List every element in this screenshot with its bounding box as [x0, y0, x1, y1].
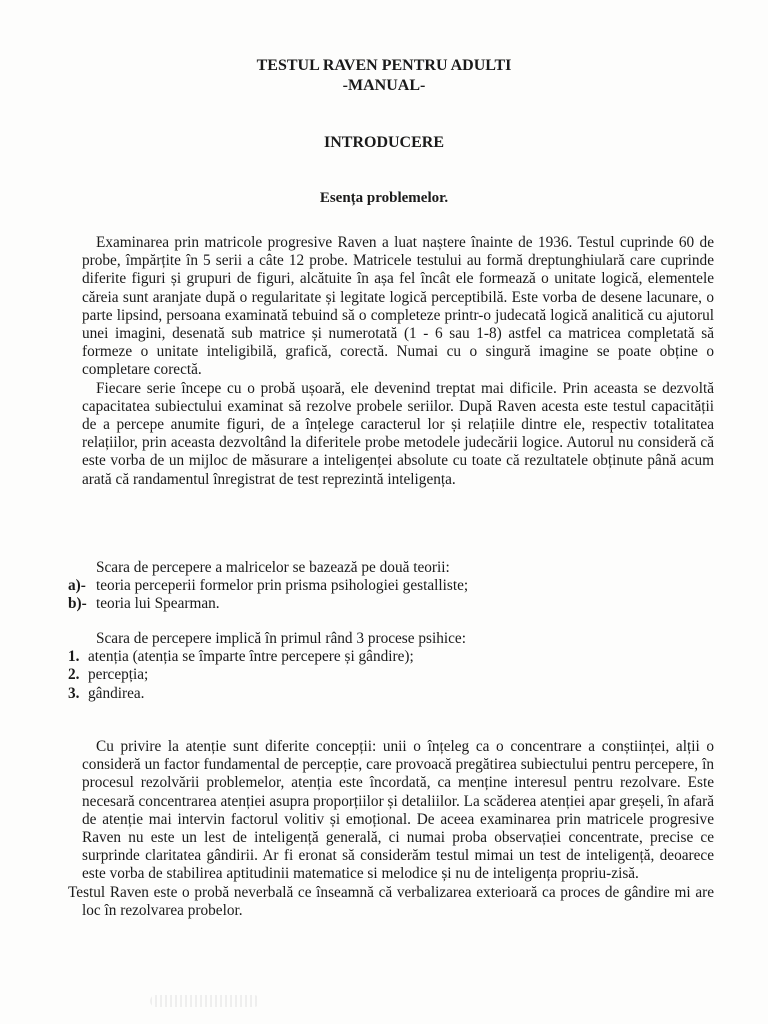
list-item-text: atenția (atenția se împarte între percepere și gândire); — [88, 648, 414, 666]
theories-intro: Scara de percepere a malricelor se bazează pe două teorii: — [96, 559, 450, 576]
section-heading: INTRODUCERE — [323, 134, 444, 151]
list-item — [68, 648, 714, 666]
paragraph-block-2 — [68, 738, 714, 920]
list-marker: 1. — [68, 648, 80, 666]
list-marker: a)- — [68, 577, 86, 595]
paragraph-2: Fiecare serie începe cu o probă ușoară, ele devenind treptat mai dificile. Prin aceasta se dezvoltă capacitatea subiectului examinat să rezolve probele seriilor. După Raven acesta este testul capacității de a percepe anumite figuri, de a înțelege caracterul lor și relațiile dintre ele, respectiv totalitatea relațiilor, prin aceasta dezvoltând la diferitele probe metodele judecării logice. Autorul nu consideră că este vorba de un mijloc de măsurare a inteligenței absolute cu toate că rezultatele obținute până acum arată că randamentul înregistrat de test reprezintă inteligența. — [82, 379, 714, 488]
list-item — [68, 685, 714, 703]
paragraph-block-1 — [82, 234, 714, 489]
list-item-text: teoria lui Spearman. — [96, 595, 220, 613]
document-title — [0, 56, 768, 96]
title-line-1: TESTUL RAVEN PENTRU ADULTI — [256, 57, 512, 74]
list-item-text: gândirea. — [88, 684, 145, 702]
processes-intro: Scara de percepere implică în primul rând 3 procese psihice: — [96, 630, 466, 647]
list-item — [68, 577, 714, 595]
list-marker: 3. — [68, 684, 80, 702]
list-marker: b)- — [68, 595, 87, 613]
theories-list — [68, 559, 714, 614]
paragraph-4: Testul Raven este o probă neverbală ce înseamnă că verbalizarea exterioară ca proces de gândire mi are loc în rezolvarea probelor. — [68, 883, 714, 919]
list-marker: 2. — [68, 666, 80, 684]
paragraph-1: Examinarea prin matricole progresive Raven a luat naștere înainte de 1936. Testul cuprinde 60 de probe, împărțite în 5 serii a câte 12 probe. Matricele testului au formă dreptunghiulară care cuprinde diferite figuri și grupuri de figuri, alcătuite în așa fel încât ele formează o unitate logică, elementele căreia sunt aranjate după o regularitate și legitate logică perceptibilă. Este vorba de desene lacunare, o parte lipsind, persoana examinată tebuind să o completeze printr-o judecată logică analitică cu ajutorul unei imagini, desenată sub matrice și numerotată (1 - 6 sau 1-8) astfel ca matricea completată să formeze o unitate inteligibilă, grafică, corectă. Numai cu o singură imagine se poate obține o completare corectă. — [82, 234, 714, 379]
processes-list — [68, 630, 714, 703]
list-item — [68, 666, 714, 684]
list-item — [68, 595, 714, 613]
title-line-2: -MANUAL- — [342, 77, 426, 94]
scan-smudge — [150, 995, 260, 1007]
subsection-heading: Esența problemelor. — [319, 190, 449, 206]
paragraph-3: Cu privire la atenție sunt diferite concepții: unii o înțeleg ca o concentrare a conștiinței, alții o consideră un factor fundamental de percepție, care provoacă pregătirea subiectului pentru percepere, în procesul rezolvării problemelor, atenția este încordată, ca menține interesul pentru rezolvare. Este necesară concentrarea atenției asupra proporțiilor și detaliilor. La scăderea atenției apar greșeli, în afară de atenție mai intervin factorul volitiv și emoțional. De aceea examinarea prin matricele progresive Raven nu este un lest de inteligență generală, ci numai proba observației concentrate, precise ce surprinde claritatea gândirii. Ar fi eronat să considerăm testul mimai un test de inteligență, deoarece este vorba de stabilirea aptitudinii matematice si melodice și nu de inteligența propriu-zisă. — [82, 738, 714, 883]
list-item-text: percepția; — [88, 666, 149, 684]
list-item-text: teoria perceperii formelor prin prisma psihologiei gestalliste; — [96, 577, 469, 595]
